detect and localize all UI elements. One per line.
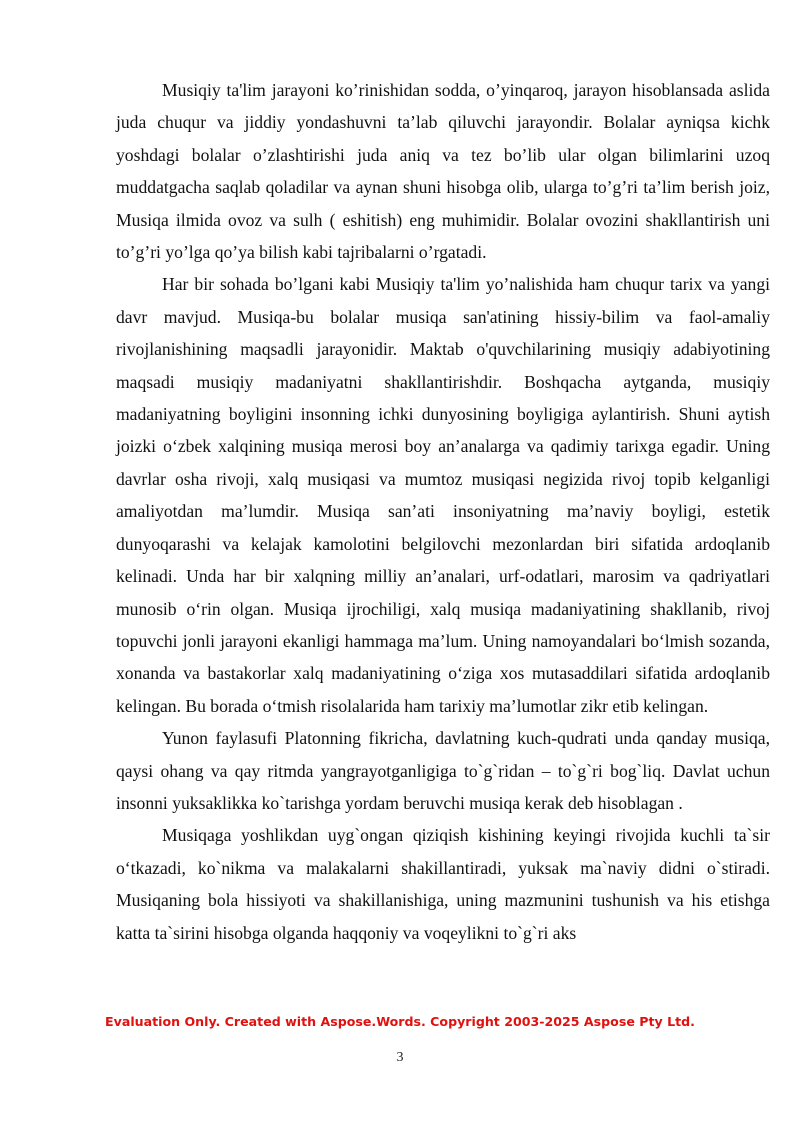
evaluation-watermark: Evaluation Only. Created with Aspose.Words. Copyright 2003-2025 Aspose Pty Ltd. bbox=[105, 1014, 695, 1029]
page-number: 3 bbox=[396, 1050, 404, 1065]
body-text bbox=[116, 74, 770, 949]
paragraph: Har bir sohada bo’lgani kabi Musiqiy ta'lim yo’nalishida ham chuqur tarix va yangi davr mavjud. Musiqa-bu bolalar musiqa san'atining hissiy-bilim va faol-amaliy rivojlanishining maqsadli jarayonidir. Maktab o'quvchilarining musiqiy adabiyotining maqsadi musiqiy madaniyatni shakllantirishdir. Boshqacha aytganda, musiqiy madaniyatning boyligini insonning ichki dunyosining boyligiga aylantirish. Shuni aytish joizki o‘zbek xalqining musiqa merosi boy an’analarga va qadimiy tarixga egadir. Uning davrlar osha rivoji, xalq musiqasi va mumtoz musiqasi negizida rivoj topib kelganligi amaliyotdan ma’lumdir. Musiqa san’ati insoniyatning ma’naviy boyligi, estetik dunyoqarashi va kelajak kamolotini belgilovchi mezonlardan biri sifatida ardoqlanib kelinadi. Unda har bir xalqning milliy an’analari, urf-odatlari, marosim va qadriyatlari munosib o‘rin olgan. Musiqa ijrochiligi, xalq musiqa madaniyatining shakllanib, rivoj topuvchi jonli jarayoni ekanligi hammaga ma’lum. Uning namoyandalari bo‘lmish sozanda, xonanda va bastakorlar xalq madaniyatining o‘ziga xos mutasaddilari sifatida ardoqlanib kelingan. Bu borada o‘tmish risolalarida ham tarixiy ma’lumotlar zikr etib kelingan. bbox=[116, 274, 770, 716]
paragraph: Yunon faylasufi Platonning fikricha, davlatning kuch-qudrati unda qanday musiqa, qaysi ohang va qay ritmda yangrayotganligiga to`g`ridan – to`g`ri bog`liq. Davlat uchun insonni yuksaklikka ko`tarishga yordam beruvchi musiqa kerak deb hisoblagan . bbox=[116, 728, 770, 813]
paragraph: Musiqaga yoshlikdan uyg`ongan qiziqish kishining keyingi rivojida kuchli ta`sir o‘tkazadi, ko`nikma va malakalarni shakillantiradi, yuksak ma`naviy didni o`stiradi. Musiqaning bola hissiyoti va shakillanishiga, uning mazmunini tushunish va his etishga katta ta`sirini hisobga olganda haqqoniy va voqeylikni to`g`ri aks bbox=[116, 825, 770, 943]
paragraph: Musiqiy ta'lim jarayoni ko’rinishidan sodda, o’yinqaroq, jarayon hisoblansada aslida juda chuqur va jiddiy yondashuvni ta’lab qiluvchi jarayondir. Bolalar ayniqsa kichk yoshdagi bolalar o’zlashtirishi juda aniq va tez bo’lib ular olgan bilimlarini uzoq muddatgacha saqlab qoladilar va aynan shuni hisobga olib, ularga to’g’ri ta’lim berish joiz, Musiqa ilmida ovoz va sulh ( eshitish) eng muhimidir. Bolalar ovozini shakllantirish uni to’g’ri yo’lga qo’ya bilish kabi tajribalarni o’rgatadi. bbox=[116, 80, 770, 263]
